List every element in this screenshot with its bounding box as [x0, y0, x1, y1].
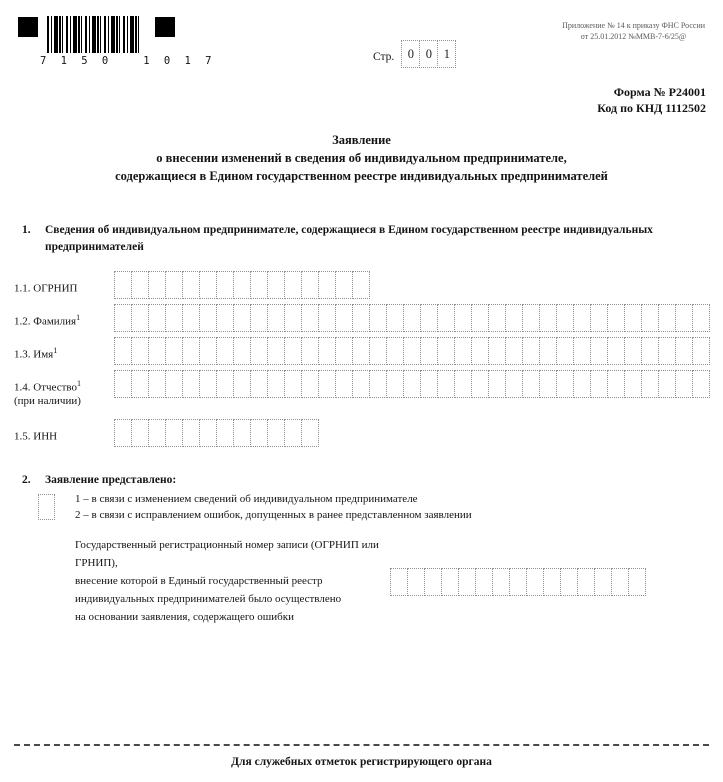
input-cell[interactable]	[335, 304, 353, 332]
input-cell[interactable]	[458, 568, 476, 596]
footnote-mark: 1	[76, 313, 81, 322]
input-cell[interactable]	[407, 568, 425, 596]
input-cell[interactable]	[199, 370, 217, 398]
page-number-label: Стр.	[373, 51, 395, 63]
input-cell[interactable]	[284, 304, 302, 332]
input-cell[interactable]	[267, 419, 285, 447]
input-cell[interactable]	[114, 271, 132, 299]
field-number: 1.1.	[14, 282, 31, 295]
grnip-note-line1: Государственный регистрационный номер записи (ОГРНИП или ГРНИП),	[75, 539, 379, 569]
input-cell[interactable]	[611, 568, 629, 596]
input-cell[interactable]	[505, 337, 523, 365]
input-cell[interactable]	[437, 304, 455, 332]
input-cell[interactable]	[488, 337, 506, 365]
input-cell[interactable]	[437, 370, 455, 398]
input-cell[interactable]	[250, 419, 268, 447]
field-label-surname	[14, 304, 114, 332]
input-cell[interactable]	[539, 337, 557, 365]
input-cell[interactable]	[577, 568, 595, 596]
form-title	[0, 131, 723, 185]
form-title-line3: содержащиеся в Едином государственном реестре индивидуальных предпринимателей	[115, 169, 608, 184]
input-cell[interactable]	[216, 419, 234, 447]
field-name: Отчество	[33, 381, 77, 394]
input-cell[interactable]	[641, 304, 659, 332]
input-cell[interactable]	[492, 568, 510, 596]
input-cell[interactable]	[420, 370, 438, 398]
form-number-line: Форма № Р24001	[613, 85, 706, 99]
input-cell[interactable]	[522, 304, 540, 332]
input-cell[interactable]	[301, 370, 319, 398]
input-cell[interactable]	[573, 304, 591, 332]
input-cell[interactable]	[556, 337, 574, 365]
input-cell[interactable]	[148, 304, 166, 332]
section-1-number: 1.	[22, 224, 31, 236]
input-cell[interactable]	[182, 370, 200, 398]
section-1-heading-text: Сведения об индивидуальном предпринимателе, содержащиеся в Едином государственном реестре индивидуальных предпринимателей	[45, 224, 653, 253]
input-cell[interactable]	[301, 419, 319, 447]
input-cell[interactable]	[352, 337, 370, 365]
input-cell[interactable]	[148, 419, 166, 447]
field-note: (при наличии)	[14, 394, 81, 407]
input-cell[interactable]	[556, 304, 574, 332]
input-cell[interactable]	[318, 370, 336, 398]
reason-option-1: 1 – в связи с изменением сведений об индивидуальном предпринимателе	[75, 493, 418, 505]
form-title-line1: Заявление	[332, 133, 391, 147]
input-cell[interactable]	[131, 370, 149, 398]
input-cell[interactable]	[114, 370, 132, 398]
input-cell[interactable]	[233, 370, 251, 398]
input-cell[interactable]	[607, 337, 625, 365]
input-cell[interactable]	[539, 370, 557, 398]
input-cell[interactable]	[114, 419, 132, 447]
input-cell[interactable]	[522, 337, 540, 365]
input-cell[interactable]	[165, 419, 183, 447]
input-cell[interactable]	[526, 568, 544, 596]
input-cell[interactable]	[590, 304, 608, 332]
field-number: 1.2.	[14, 315, 31, 328]
input-cell[interactable]	[454, 304, 472, 332]
input-cell[interactable]	[658, 370, 676, 398]
grnip-note-line4: на основании заявления, содержащего ошибки	[75, 611, 294, 623]
input-cell[interactable]	[641, 370, 659, 398]
form-number-block	[597, 84, 706, 116]
field-number: 1.5.	[14, 430, 31, 443]
firstname-input-cells	[114, 337, 710, 365]
surname-input-cells	[114, 304, 710, 332]
input-cell[interactable]	[628, 568, 646, 596]
input-cell[interactable]	[505, 370, 523, 398]
reason-code-checkbox[interactable]	[38, 494, 55, 520]
input-cell[interactable]	[148, 271, 166, 299]
input-cell[interactable]	[284, 419, 302, 447]
input-cell[interactable]	[335, 370, 353, 398]
input-cell[interactable]	[658, 304, 676, 332]
input-cell[interactable]	[165, 271, 183, 299]
input-cell[interactable]	[114, 304, 132, 332]
input-cell[interactable]	[675, 304, 693, 332]
input-cell[interactable]	[556, 370, 574, 398]
input-cell[interactable]	[199, 271, 217, 299]
input-cell[interactable]	[148, 337, 166, 365]
field-label-patronymic	[14, 370, 114, 408]
field-number: 1.4.	[14, 381, 31, 394]
input-cell[interactable]	[233, 304, 251, 332]
input-cell[interactable]	[590, 370, 608, 398]
barcode	[47, 16, 141, 53]
input-cell[interactable]	[607, 304, 625, 332]
field-name: Имя	[33, 348, 54, 361]
input-cell[interactable]	[182, 304, 200, 332]
input-cell[interactable]	[250, 304, 268, 332]
input-cell[interactable]	[488, 370, 506, 398]
input-cell[interactable]	[301, 337, 319, 365]
input-cell[interactable]	[114, 337, 132, 365]
tear-off-separator-line	[14, 744, 709, 746]
inn-input-cells	[114, 419, 319, 447]
input-cell[interactable]	[607, 370, 625, 398]
input-cell[interactable]	[182, 419, 200, 447]
input-cell[interactable]	[560, 568, 578, 596]
field-row-ogrnip	[14, 271, 709, 299]
input-cell[interactable]	[573, 370, 591, 398]
input-cell[interactable]	[692, 370, 710, 398]
input-cell[interactable]	[318, 304, 336, 332]
grnip-input-cells	[390, 568, 646, 596]
input-cell[interactable]	[624, 304, 642, 332]
input-cell[interactable]	[199, 419, 217, 447]
input-cell[interactable]	[199, 304, 217, 332]
input-cell[interactable]	[233, 419, 251, 447]
footnote-mark: 1	[77, 379, 81, 388]
input-cell[interactable]	[454, 370, 472, 398]
barcode-digits: 7 1 5 0 1 0 1 7	[40, 55, 216, 67]
input-cell[interactable]	[267, 370, 285, 398]
page-number-cell[interactable]: 1	[437, 40, 456, 68]
field-label-firstname	[14, 337, 114, 365]
input-cell[interactable]	[216, 337, 234, 365]
field-name: ИНН	[33, 430, 58, 443]
input-cell[interactable]	[475, 568, 493, 596]
input-cell[interactable]	[199, 337, 217, 365]
section-1-fields	[14, 271, 709, 452]
field-row-surname	[14, 304, 709, 332]
input-cell[interactable]	[284, 370, 302, 398]
input-cell[interactable]	[539, 304, 557, 332]
input-cell[interactable]	[386, 304, 404, 332]
input-cell[interactable]	[301, 304, 319, 332]
input-cell[interactable]	[675, 370, 693, 398]
input-cell[interactable]	[675, 337, 693, 365]
input-cell[interactable]	[216, 271, 234, 299]
input-cell[interactable]	[352, 304, 370, 332]
form-knd-code-line: Код по КНД 1112502	[597, 101, 706, 116]
input-cell[interactable]	[590, 337, 608, 365]
input-cell[interactable]	[573, 337, 591, 365]
section-2-number: 2.	[22, 474, 31, 486]
annex-note-line1: Приложение № 14 к приказу ФНС России	[562, 21, 705, 30]
input-cell[interactable]	[352, 271, 370, 299]
input-cell[interactable]	[131, 419, 149, 447]
field-row-firstname	[14, 337, 709, 365]
section-2-heading	[22, 472, 707, 489]
grnip-note	[75, 536, 420, 626]
input-cell[interactable]	[441, 568, 459, 596]
input-cell[interactable]	[420, 337, 438, 365]
input-cell[interactable]	[488, 304, 506, 332]
input-cell[interactable]	[471, 304, 489, 332]
input-cell[interactable]	[318, 337, 336, 365]
input-cell[interactable]	[594, 568, 612, 596]
grnip-note-line3: индивидуальных предпринимателей было осуществлено	[75, 593, 342, 605]
footnote-mark: 1	[53, 346, 58, 355]
annex-note	[562, 21, 705, 43]
input-cell[interactable]	[165, 304, 183, 332]
input-cell[interactable]	[369, 304, 387, 332]
input-cell[interactable]	[386, 370, 404, 398]
reason-option-2: 2 – в связи с исправлением ошибок, допущенных в ранее представленном заявлении	[75, 508, 472, 521]
input-cell[interactable]	[318, 271, 336, 299]
input-cell[interactable]	[216, 304, 234, 332]
section-2-heading-text: Заявление представлено:	[45, 474, 177, 486]
input-cell[interactable]	[250, 337, 268, 365]
input-cell[interactable]	[148, 370, 166, 398]
field-row-patronymic	[14, 370, 709, 408]
input-cell[interactable]	[131, 304, 149, 332]
input-cell[interactable]	[624, 337, 642, 365]
input-cell[interactable]	[369, 337, 387, 365]
patronymic-input-cells	[114, 370, 710, 408]
input-cell[interactable]	[403, 337, 421, 365]
annex-note-line2: от 25.01.2012 №ММВ-7-6/25@	[580, 31, 687, 41]
input-cell[interactable]	[284, 271, 302, 299]
input-cell[interactable]	[182, 271, 200, 299]
input-cell[interactable]	[692, 304, 710, 332]
input-cell[interactable]	[471, 337, 489, 365]
input-cell[interactable]	[403, 370, 421, 398]
input-cell[interactable]	[233, 337, 251, 365]
input-cell[interactable]	[267, 337, 285, 365]
input-cell[interactable]	[250, 370, 268, 398]
service-marks-note: Для служебных отметок регистрирующего органа	[231, 756, 492, 768]
input-cell[interactable]	[131, 337, 149, 365]
input-cell[interactable]	[420, 304, 438, 332]
input-cell[interactable]	[403, 304, 421, 332]
input-cell[interactable]	[454, 337, 472, 365]
input-cell[interactable]	[301, 271, 319, 299]
field-name: ОГРНИП	[33, 282, 78, 295]
input-cell[interactable]	[437, 337, 455, 365]
input-cell[interactable]	[390, 568, 408, 596]
form-title-line2: о внесении изменений в сведения об индивидуальном предпринимателе,	[156, 151, 567, 166]
input-cell[interactable]	[692, 337, 710, 365]
input-cell[interactable]	[216, 370, 234, 398]
input-cell[interactable]	[165, 370, 183, 398]
page-number-block	[373, 40, 456, 68]
field-label-ogrnip	[14, 271, 114, 299]
ogrnip-input-cells	[114, 271, 370, 299]
input-cell[interactable]	[471, 370, 489, 398]
input-cell[interactable]	[182, 337, 200, 365]
registration-mark-left-square	[18, 17, 38, 37]
input-cell[interactable]	[505, 304, 523, 332]
field-name: Фамилия	[33, 315, 77, 328]
input-cell[interactable]	[335, 271, 353, 299]
input-cell[interactable]	[284, 337, 302, 365]
field-row-inn	[14, 419, 709, 447]
input-cell[interactable]	[658, 337, 676, 365]
section-1-heading	[22, 222, 707, 255]
field-number: 1.3.	[14, 348, 31, 361]
page-number-cells	[401, 40, 456, 68]
input-cell[interactable]	[233, 271, 251, 299]
input-cell[interactable]	[352, 370, 370, 398]
input-cell[interactable]	[165, 337, 183, 365]
input-cell[interactable]	[624, 370, 642, 398]
input-cell[interactable]	[131, 271, 149, 299]
page-number-cell[interactable]: 0	[401, 40, 420, 68]
input-cell[interactable]	[509, 568, 527, 596]
reason-option-list	[75, 492, 472, 523]
field-label-inn	[14, 419, 114, 447]
input-cell[interactable]	[250, 271, 268, 299]
section-2-options	[38, 492, 472, 523]
grnip-note-line2: внесение которой в Единый государственный реестр	[75, 575, 323, 587]
input-cell[interactable]	[386, 337, 404, 365]
input-cell[interactable]	[543, 568, 561, 596]
input-cell[interactable]	[369, 370, 387, 398]
input-cell[interactable]	[267, 304, 285, 332]
page-number-cell[interactable]: 0	[419, 40, 438, 68]
input-cell[interactable]	[335, 337, 353, 365]
input-cell[interactable]	[267, 271, 285, 299]
registration-mark-right-square	[155, 17, 175, 37]
input-cell[interactable]	[522, 370, 540, 398]
input-cell[interactable]	[641, 337, 659, 365]
input-cell[interactable]	[424, 568, 442, 596]
